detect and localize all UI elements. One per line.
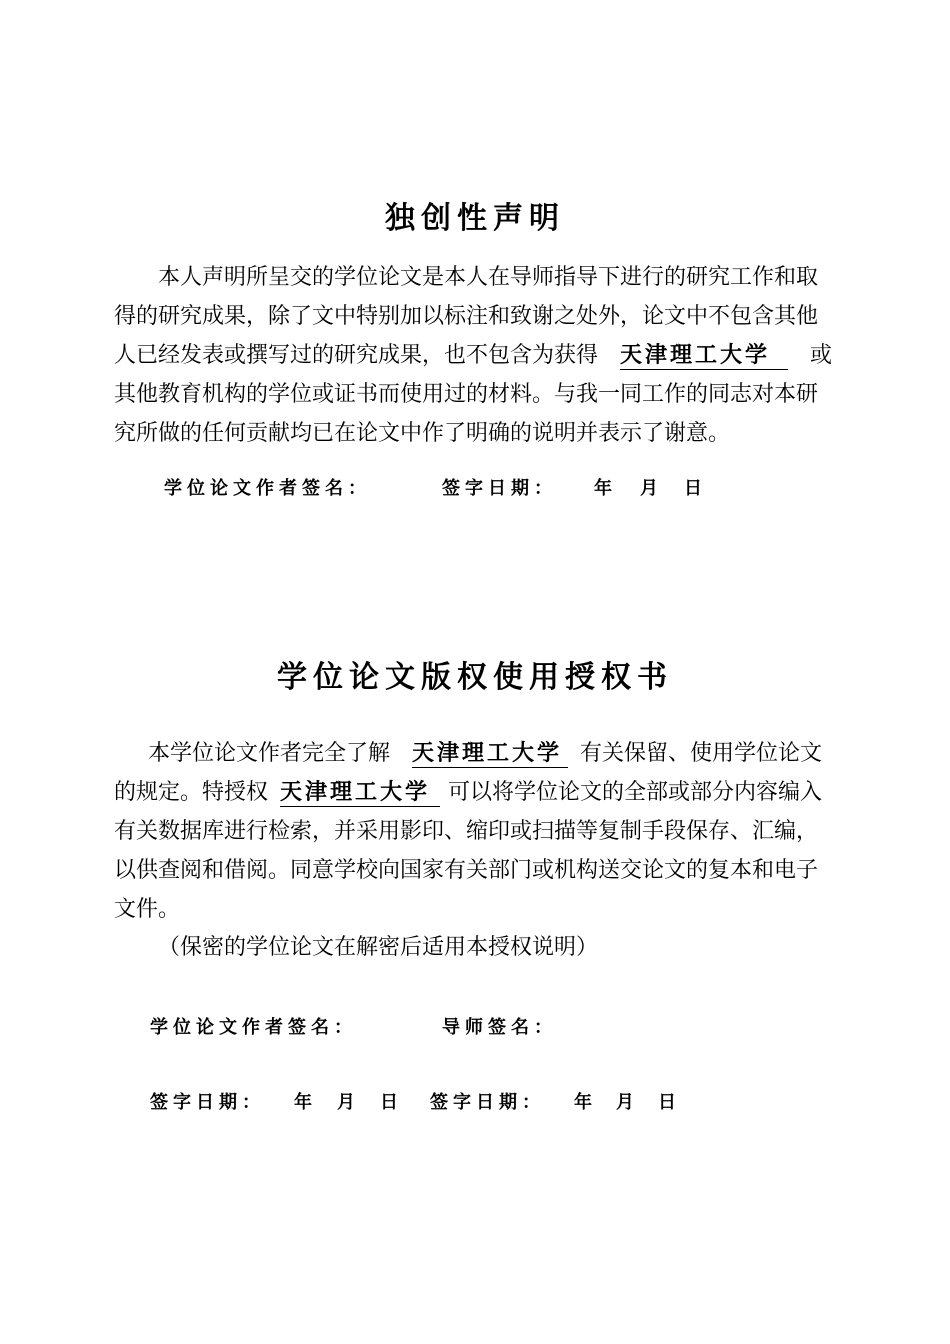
declaration-day: 日 xyxy=(684,478,707,499)
authorization-line-3: 有关数据库进行检索，并采用影印、缩印或扫描等复制手段保存、汇编， xyxy=(114,819,819,844)
declaration-line-1: 本人声明所呈交的学位论文是本人在导师指导下进行的研究工作和取 xyxy=(158,265,819,290)
authorization-note: （保密的学位论文在解密后适用本授权说明） xyxy=(158,935,599,960)
declaration-line-2: 得的研究成果，除了文中特别加以标注和致谢之处外，论文中不包含其他 xyxy=(114,304,819,329)
authorization-line-5: 文件。 xyxy=(114,897,181,922)
authorization-university-1: 天津理工大学 xyxy=(412,741,568,768)
authorization-line-4: 以供查阅和借阅。同意学校向国家有关部门或机构送交论文的复本和电子 xyxy=(114,858,819,883)
authorization-supervisor-month: 月 xyxy=(616,1092,639,1113)
declaration-university: 天津理工大学 xyxy=(620,343,788,370)
declaration-date-label: 签字日期： xyxy=(442,478,557,499)
authorization-author-date-label: 签字日期： xyxy=(150,1092,265,1113)
authorization-line-2 xyxy=(114,773,836,812)
authorization-body xyxy=(114,734,836,929)
authorization-author-day: 日 xyxy=(380,1092,403,1113)
declaration-line-5: 究所做的任何贡献均已在论文中作了明确的说明并表示了谢意。 xyxy=(114,421,731,446)
authorization-author-month: 月 xyxy=(337,1092,360,1113)
authorization-supervisor-signature-label: 导师签名： xyxy=(442,1017,557,1038)
declaration-line-3-or: 或 xyxy=(810,343,833,368)
authorization-supervisor-year: 年 xyxy=(574,1092,597,1113)
declaration-line-3-text: 人已经发表或撰写过的研究成果，也不包含为获得 xyxy=(114,343,599,368)
authorization-line-2-prefix: 的规定。特授权 xyxy=(114,780,269,805)
authorization-university-2: 天津理工大学 xyxy=(280,780,440,807)
declaration-line-4: 其他教育机构的学位或证书而使用过的材料。与我一同工作的同志对本研 xyxy=(114,382,819,407)
declaration-year: 年 xyxy=(594,478,617,499)
authorization-line-1-suffix: 有关保留、使用学位论文 xyxy=(580,741,823,766)
authorization-supervisor-date-label: 签字日期： xyxy=(430,1092,545,1113)
authorization-title: 学位论文版权使用授权书 xyxy=(277,660,673,695)
authorization-author-year: 年 xyxy=(294,1092,317,1113)
declaration-author-signature-label: 学位论文作者签名： xyxy=(164,478,371,499)
authorization-author-signature-label: 学位论文作者签名： xyxy=(150,1017,357,1038)
authorization-line-1 xyxy=(114,734,836,773)
authorization-line-1-prefix: 本学位论文作者完全了解 xyxy=(148,741,391,766)
declaration-line-3 xyxy=(114,336,836,375)
declaration-body xyxy=(114,258,836,453)
authorization-supervisor-day: 日 xyxy=(658,1092,681,1113)
declaration-title: 独创性声明 xyxy=(385,201,565,236)
authorization-line-2-suffix: 可以将学位论文的全部或部分内容编入 xyxy=(448,780,823,805)
declaration-month: 月 xyxy=(640,478,663,499)
